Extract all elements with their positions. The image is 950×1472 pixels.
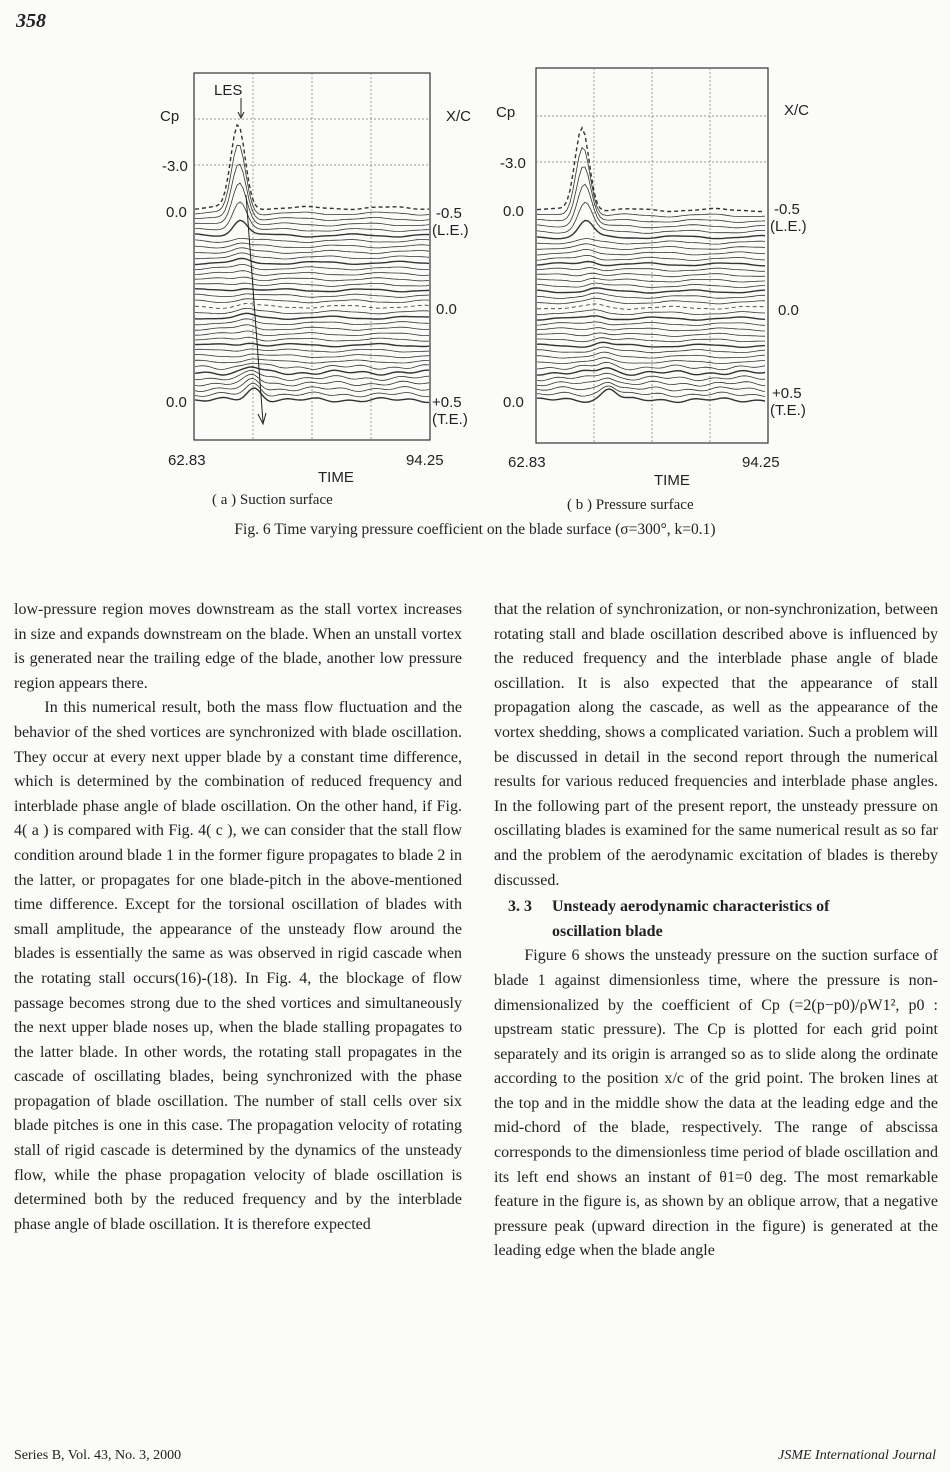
- panel-b-trace: [537, 244, 765, 250]
- panel-a-time-start: 62.83: [168, 452, 206, 469]
- panel-b-trace: [537, 288, 765, 293]
- panel-b-trace: [537, 304, 765, 309]
- panel-b-trace: [537, 373, 765, 381]
- panel-a-tick-m30: -3.0: [162, 158, 188, 175]
- panel-b-time-start: 62.83: [508, 454, 546, 471]
- panel-b-trace: [537, 310, 765, 315]
- section-number: 3. 3: [508, 898, 532, 916]
- panel-a-trace: [195, 164, 429, 220]
- panel-b-trace: [537, 239, 765, 245]
- panel-b-trace: [537, 389, 765, 402]
- panel-a-trace: [195, 258, 429, 264]
- panel-a-time-end: 94.25: [406, 452, 444, 469]
- section-heading: [494, 895, 938, 944]
- panel-b-xc-p05: +0.5: [772, 385, 802, 402]
- panel-a-trace: [195, 145, 429, 215]
- panel-b-trace: [537, 298, 765, 304]
- panel-b-trace: [537, 278, 765, 282]
- panel-a-les-label: LES: [214, 82, 243, 99]
- figure-caption: Fig. 6 Time varying pressure coefficient on the blade surface (σ=300°, k=0.1): [234, 521, 716, 538]
- panel-a-tick-00-bottom: 0.0: [166, 394, 187, 411]
- panel-b-trace: [537, 167, 765, 223]
- panel-b-trace: [537, 342, 765, 347]
- left-column: [14, 598, 462, 1237]
- panel-b-time-end: 94.25: [742, 454, 780, 471]
- panel-b-trace: [537, 262, 765, 266]
- panel-a-le: (L.E.): [432, 222, 469, 239]
- panel-a-plot: [194, 73, 430, 440]
- right-paragraph-1: that the relation of synchronization, or non-synchronization, between rotating stall and blade oscillation described above is influenced by the reduced frequency and the interblade phase angle of blade oscillation. It is also expected that the appearance of stall propagation along the cascade, as well as the appearance of the vortex shedding, shows a complicated variation. Such a problem will be discussed in detail in the second report through the numerical results for various reduced frequencies and interblade phase angles. In the following part of the present report, the unsteady pressure on oscillating blades is examined for the same numerical result as so far and the problem of the aerodynamic excitation of blades is thereby discussed.: [494, 601, 938, 889]
- panel-b-trace: [537, 362, 765, 370]
- section-title-line-1: Unsteady aerodynamic characteristics of: [552, 898, 830, 916]
- panel-b-xc-label: X/C: [784, 102, 810, 119]
- panel-b-trace: [537, 338, 765, 342]
- panel-b-trace: [537, 202, 765, 233]
- panel-b-time-label: TIME: [654, 472, 690, 489]
- panel-b-trace: [537, 322, 765, 326]
- panel-b-trace: [537, 328, 765, 331]
- panel-b-trace: [537, 333, 765, 337]
- panel-b-le: (L.E.): [770, 218, 807, 235]
- panel-b-trace: [537, 221, 765, 239]
- panel-b-trace: [537, 255, 765, 260]
- panel-b-tick-m30: -3.0: [500, 155, 526, 172]
- panel-a-trace: [195, 374, 429, 386]
- section-title-line-2: oscillation blade: [552, 922, 663, 940]
- panel-b-trace: [537, 184, 765, 228]
- panel-b-curves: [537, 128, 765, 403]
- footer-journal-volume: Series B, Vol. 43, No. 3, 2000: [14, 1448, 182, 1463]
- panel-a-xc-00: 0.0: [436, 301, 457, 318]
- panel-a-subcaption: ( a ) Suction surface: [212, 492, 333, 508]
- panel-a-tick-00-top: 0.0: [166, 204, 187, 221]
- panel-b-trace: [537, 273, 765, 277]
- panel-b-trace: [537, 283, 765, 288]
- right-column: [494, 598, 938, 1264]
- footer-journal-name: JSME International Journal: [778, 1448, 936, 1463]
- right-paragraph-2: Figure 6 shows the unsteady pressure on the suction surface of blade 1 against dimensionless time, where the pressure is non-dimensionalized by the coefficient of Cp (=2(p−p0)/ρW1², p0 : upstream static pressure). The Cp is plotted for each grid point separately and its origin is arranged so as to slide along the ordinate according to the position x/c of the grid point. The broken lines at the top and in the middle show the data at the leading edge and the mid-chord of the blade, respectively. The range of abscissa corresponds to the dimensionless time period of blade oscillation and its left end shows an instant of θ1=0 deg. The most remarkable feature in the figure is, as shown by an oblique arrow, that a negative pressure peak (upward direction in the figure) is generated at the leading edge when the blade angle: [494, 947, 938, 1260]
- panel-b-trace: [537, 293, 765, 299]
- panel-b-trace: [537, 378, 765, 386]
- panel-b-xc-m05: -0.5: [774, 201, 800, 218]
- page-number: 358: [16, 10, 46, 32]
- panel-b-trace: [537, 316, 765, 320]
- panel-b-trace: [537, 368, 765, 375]
- panel-b-trace: [537, 347, 765, 353]
- panel-b-cp-label: Cp: [496, 104, 516, 121]
- panel-a-xc-label: X/C: [446, 108, 472, 125]
- panel-b-subcaption: ( b ) Pressure surface: [567, 497, 694, 513]
- panel-a-xc-p05: +0.5: [432, 394, 462, 411]
- panel-b-trace: [537, 358, 765, 364]
- panel-b-trace: [537, 268, 765, 272]
- panel-b-xc-00: 0.0: [778, 302, 799, 319]
- left-paragraph-2: In this numerical result, both the mass flow fluctuation and the behavior of the shed vortices are synchronized with blade oscillation. They occur at every next upper blade by a constant time difference, which is determined by the combination of reduced frequency and interblade phase angle of blade oscillation. On the other hand, if Fig. 4( a ) is compared with Fig. 4( c ), we can consider that the stall flow condition around blade 1 in the former figure propagates to blade 2 in the latter, or propagates for one blade-pitch in the above-mentioned time difference. Except for the torsional oscillation of blades with small amplitude, the appearance of the unsteady flow around the blades is essentially the same as was observed in rigid cascade when the rotating stall occurs(16)-(18). In Fig. 4, the blockage of flow passage becomes strong due to the shed vortices and simultaneously the next upper blade noses up, when the blade stalling propagates to the latter blade. In other words, the rotating stall propagates in the cascade of oscillating blades, being synchronized with the phase propagation of blade oscillation. The number of stall cells over six blade pitches is one in this case. The propagation velocity of rotating stall of rigid cascade is determined by the dynamics of the unsteady flow, while the phase propagation velocity of blade oscillation is determined both by the reduced frequency and by the interblade phase angle of blade oscillation. It is therefore expected: [14, 699, 462, 1233]
- panel-a-xc-m05: -0.5: [436, 205, 462, 222]
- panel-b-tick-00-top: 0.0: [503, 203, 524, 220]
- panel-b-plot: [536, 68, 768, 443]
- figure-6: [0, 0, 950, 520]
- panel-a-te: (T.E.): [432, 411, 468, 428]
- panel-a-time-label: TIME: [318, 469, 354, 486]
- left-paragraph-1: low-pressure region moves downstream as the stall vortex increases in size and expands downstream on the blade. When an unstall vortex is generated near the trailing edge of the blade, another low pressure region appears there.: [14, 601, 462, 692]
- panel-a-cp-label: Cp: [160, 108, 180, 125]
- panel-b-tick-00-bottom: 0.0: [503, 394, 524, 411]
- panel-b-te: (T.E.): [770, 402, 806, 419]
- panel-b-trace: [537, 249, 765, 255]
